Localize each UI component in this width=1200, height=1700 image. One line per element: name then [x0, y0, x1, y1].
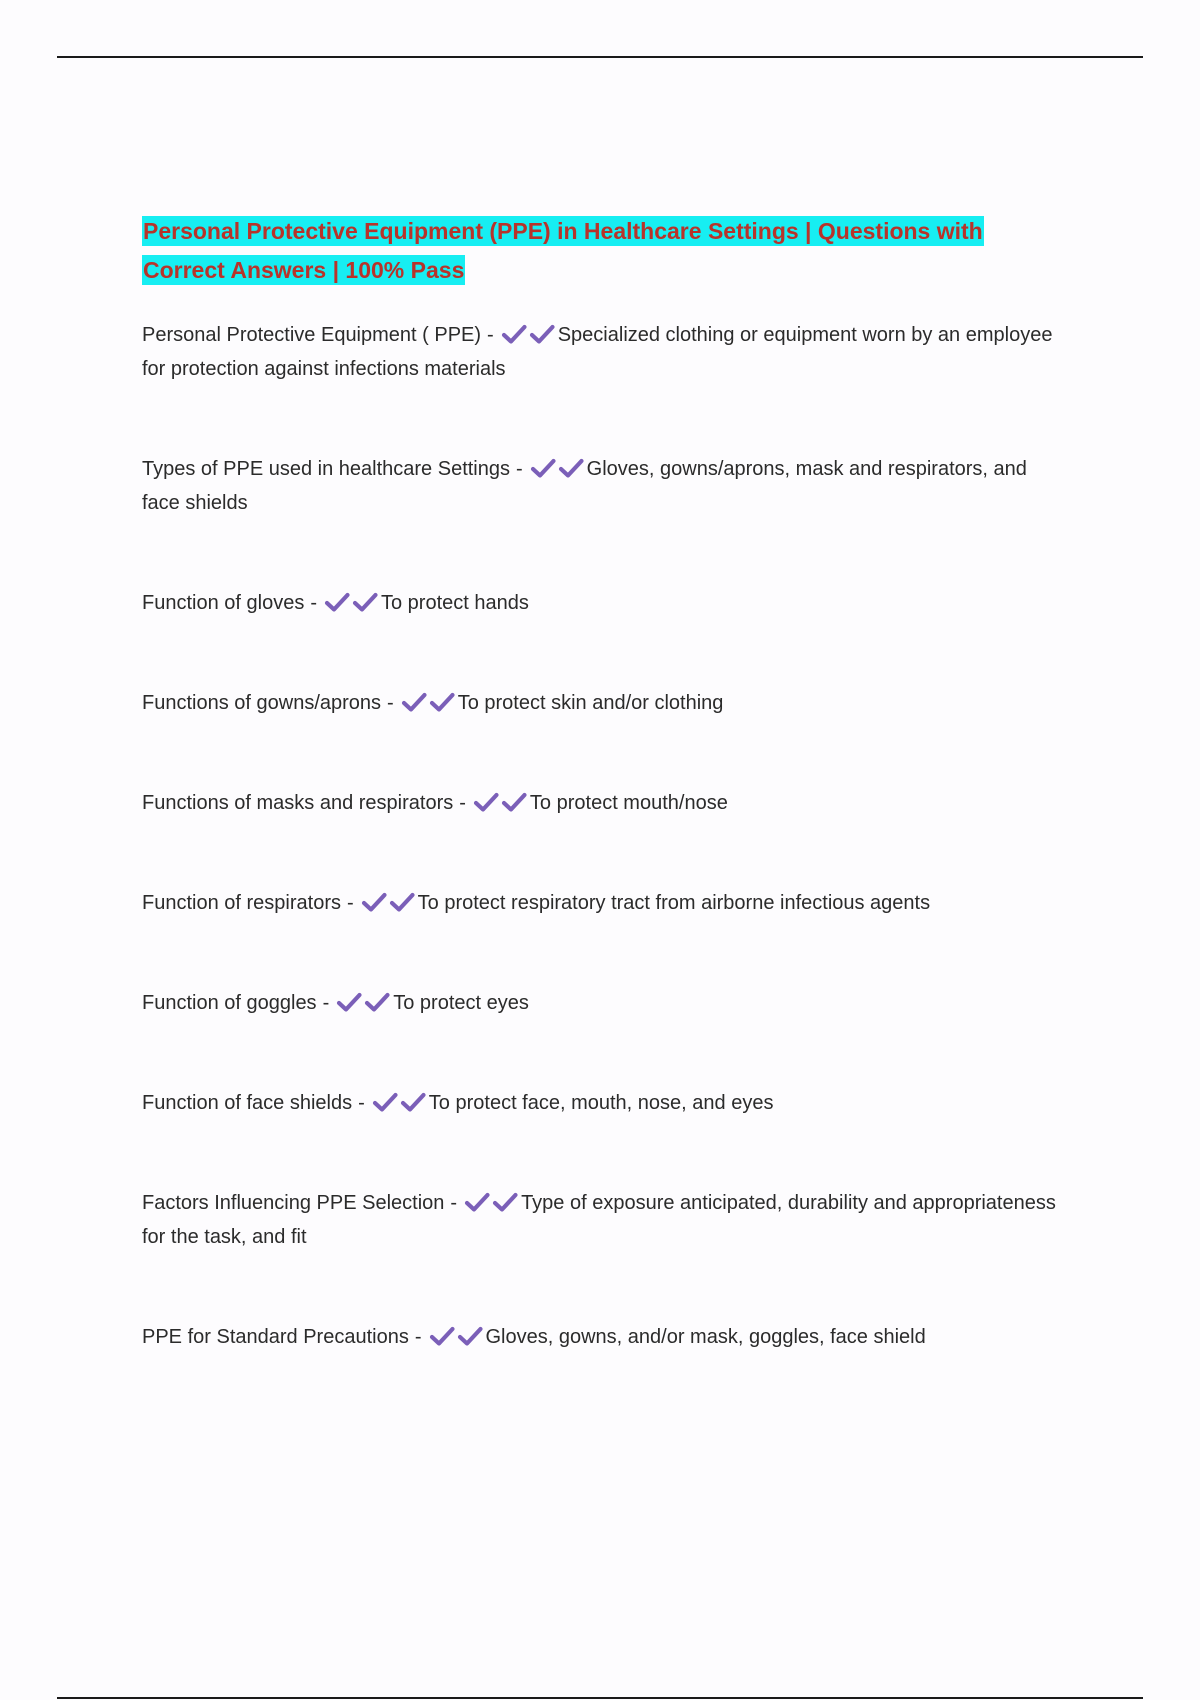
question-text: Function of face shields — [142, 1092, 353, 1114]
qa-item — [142, 452, 1062, 520]
separator: - — [414, 1326, 422, 1348]
check-icon — [352, 591, 378, 613]
answer-text: Specialized clothing or equipment worn by an employee for protection against infections materials — [142, 324, 1053, 380]
check-icon — [457, 1325, 483, 1347]
answer-text: To protect hands — [381, 592, 529, 614]
double-check-icon — [360, 892, 416, 914]
check-icon — [324, 591, 350, 613]
qa-item — [142, 586, 1062, 620]
check-icon — [529, 323, 555, 345]
separator: - — [387, 692, 394, 714]
double-check-icon — [463, 1192, 519, 1214]
separator: - — [358, 1092, 365, 1114]
double-check-icon — [335, 992, 391, 1014]
question-text: Functions of gowns/aprons — [142, 692, 382, 714]
separator: - — [459, 792, 466, 814]
top-rule — [57, 56, 1143, 58]
question-text: PPE for Standard Precautions — [142, 1326, 409, 1348]
double-check-icon — [428, 1326, 484, 1348]
answer-text: Gloves, gowns/aprons, mask and respirators, and face shields — [142, 458, 1027, 514]
check-icon — [501, 791, 527, 813]
qa-item — [142, 986, 1062, 1020]
question-text: Function of respirators — [142, 892, 341, 914]
answer-text: Type of exposure anticipated, durability and appropriateness for the task, and fit — [142, 1192, 1056, 1248]
question-text: Function of gloves — [142, 592, 305, 614]
check-icon — [429, 691, 455, 713]
double-check-icon — [400, 692, 456, 714]
double-check-icon — [371, 1092, 427, 1114]
check-icon — [530, 457, 556, 479]
check-icon — [558, 457, 584, 479]
answer-text: To protect eyes — [393, 992, 529, 1014]
separator: - — [322, 992, 330, 1014]
check-icon — [492, 1191, 518, 1213]
check-icon — [400, 1091, 426, 1113]
answer-text: To protect face, mouth, nose, and eyes — [428, 1092, 774, 1114]
qa-list — [142, 318, 1062, 1354]
check-icon — [501, 323, 527, 345]
question-text: Factors Influencing PPE Selection — [142, 1192, 445, 1214]
qa-item — [142, 1086, 1062, 1120]
document-title: Personal Protective Equipment (PPE) in Healthcare Settings | Questions with Correct Answers | 100% Pass — [143, 218, 983, 283]
answer-text: To protect skin and/or clothing — [457, 692, 724, 714]
separator: - — [450, 1192, 458, 1214]
check-icon — [464, 1191, 490, 1213]
question-text: Personal Protective Equipment ( PPE) — [142, 324, 482, 346]
check-icon — [336, 991, 362, 1013]
separator: - — [487, 324, 494, 346]
answer-text: To protect respiratory tract from airborne infectious agents — [417, 892, 931, 914]
question-text: Types of PPE used in healthcare Settings — [142, 458, 510, 480]
bottom-rule — [57, 1697, 1143, 1699]
double-check-icon — [323, 592, 379, 614]
separator: - — [516, 458, 523, 480]
double-check-icon — [472, 792, 528, 814]
qa-item — [142, 886, 1062, 920]
question-text: Function of goggles — [142, 992, 317, 1014]
check-icon — [364, 991, 390, 1013]
check-icon — [361, 891, 387, 913]
answer-text: Gloves, gowns, and/or mask, goggles, face shield — [485, 1326, 926, 1348]
check-icon — [401, 691, 427, 713]
double-check-icon — [529, 458, 585, 480]
check-icon — [429, 1325, 455, 1347]
document-body — [142, 212, 1062, 1354]
check-icon — [389, 891, 415, 913]
qa-item — [142, 318, 1062, 386]
check-icon — [473, 791, 499, 813]
separator: - — [310, 592, 317, 614]
qa-item — [142, 686, 1062, 720]
double-check-icon — [500, 324, 556, 346]
check-icon — [372, 1091, 398, 1113]
answer-text: To protect mouth/nose — [529, 792, 728, 814]
question-text: Functions of masks and respirators — [142, 792, 454, 814]
qa-item — [142, 1320, 1062, 1354]
qa-item — [142, 786, 1062, 820]
separator: - — [346, 892, 354, 914]
qa-item — [142, 1186, 1062, 1254]
